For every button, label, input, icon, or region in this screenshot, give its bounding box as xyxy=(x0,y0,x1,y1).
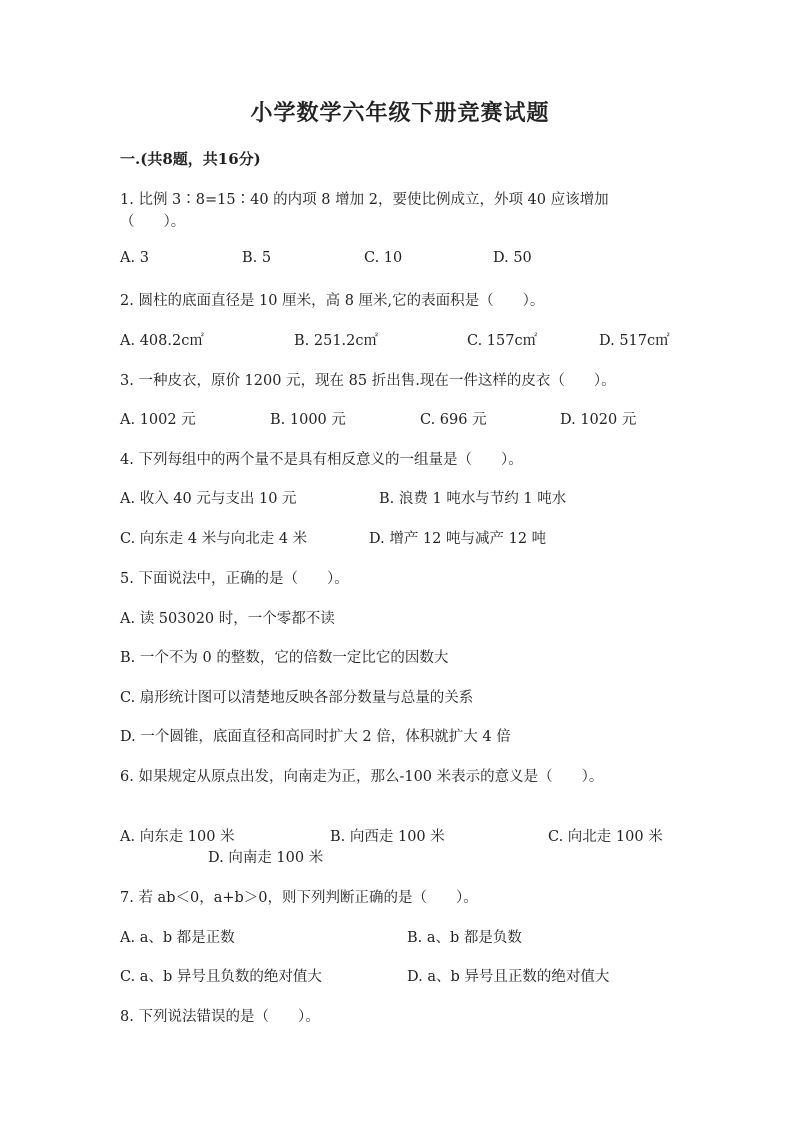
question-1-option-d: D. 50 xyxy=(493,250,532,266)
question-2-option-d: D. 517c㎡ xyxy=(599,333,670,349)
question-1-option-b: B. 5 xyxy=(242,250,272,266)
question-3-stem: 3. 一种皮衣，原价 1200 元，现在 85 折出售.现在一件这样的皮衣（ ）。 xyxy=(120,373,616,389)
question-4-stem: 4. 下列每组中的两个量不是具有相反意义的一组量是（ ）。 xyxy=(120,452,523,468)
question-8-stem: 8. 下列说法错误的是（ ）。 xyxy=(120,1009,320,1025)
question-2-option-c: C. 157c㎡ xyxy=(467,333,538,349)
question-7-option-b: B. a、b 都是负数 xyxy=(407,930,522,946)
question-4-option-a: A. 收入 40 元与支出 10 元 xyxy=(120,491,297,507)
question-5-option-b: B. 一个不为 0 的整数，它的倍数一定比它的因数大 xyxy=(120,650,449,666)
question-3-option-a: A. 1002 元 xyxy=(120,412,196,428)
question-5-option-a: A. 读 503020 时，一个零都不读 xyxy=(120,611,335,627)
question-3-option-d: D. 1020 元 xyxy=(560,412,637,428)
question-6-option-b: B. 向西走 100 米 xyxy=(330,829,445,845)
question-6-stem: 6. 如果规定从原点出发，向南走为正，那么-100 米表示的意义是（ ）。 xyxy=(120,769,604,785)
question-4-option-c: C. 向东走 4 米与向北走 4 米 xyxy=(120,531,308,547)
question-7-option-d: D. a、b 异号且正数的绝对值大 xyxy=(407,969,610,985)
question-6-option-a: A. 向东走 100 米 xyxy=(120,829,235,845)
question-5-option-c: C. 扇形统计图可以清楚地反映各部分数量与总量的关系 xyxy=(120,690,474,706)
question-5-option-d: D. 一个圆锥，底面直径和高同时扩大 2 倍，体积就扩大 4 倍 xyxy=(120,729,511,745)
question-7-stem: 7. 若 ab＜0，a+b＞0，则下列判断正确的是（ ）。 xyxy=(120,890,478,906)
question-2-option-b: B. 251.2c㎡ xyxy=(294,333,379,349)
question-1-stem: 1. 比例 3∶8=15∶40 的内项 8 增加 2，要使比例成立，外项 40 应该增加 xyxy=(120,192,609,208)
page-title: 小学数学六年级下册竞赛试题 xyxy=(250,100,550,126)
question-6-option-d: D. 向南走 100 米 xyxy=(208,850,324,866)
question-7-option-c: C. a、b 异号且负数的绝对值大 xyxy=(120,969,322,985)
question-1-option-a: A. 3 xyxy=(120,250,149,266)
question-4-option-b: B. 浪费 1 吨水与节约 1 吨水 xyxy=(379,491,567,507)
question-7-option-a: A. a、b 都是正数 xyxy=(120,930,235,946)
question-5-stem: 5. 下面说法中，正确的是（ ）。 xyxy=(120,571,349,587)
question-1-option-c: C. 10 xyxy=(364,250,403,266)
question-3-option-b: B. 1000 元 xyxy=(270,412,346,428)
section-heading: 一.(共8题，共16分) xyxy=(120,150,261,168)
question-2-option-a: A. 408.2c㎡ xyxy=(120,333,204,349)
question-3-option-c: C. 696 元 xyxy=(420,412,487,428)
question-1-stem-continued: （ ）。 xyxy=(120,214,186,230)
question-4-option-d: D. 增产 12 吨与减产 12 吨 xyxy=(369,531,547,547)
question-6-option-c: C. 向北走 100 米 xyxy=(548,829,663,845)
question-2-stem: 2. 圆柱的底面直径是 10 厘米，高 8 厘米,它的表面积是（ ）。 xyxy=(120,293,545,309)
